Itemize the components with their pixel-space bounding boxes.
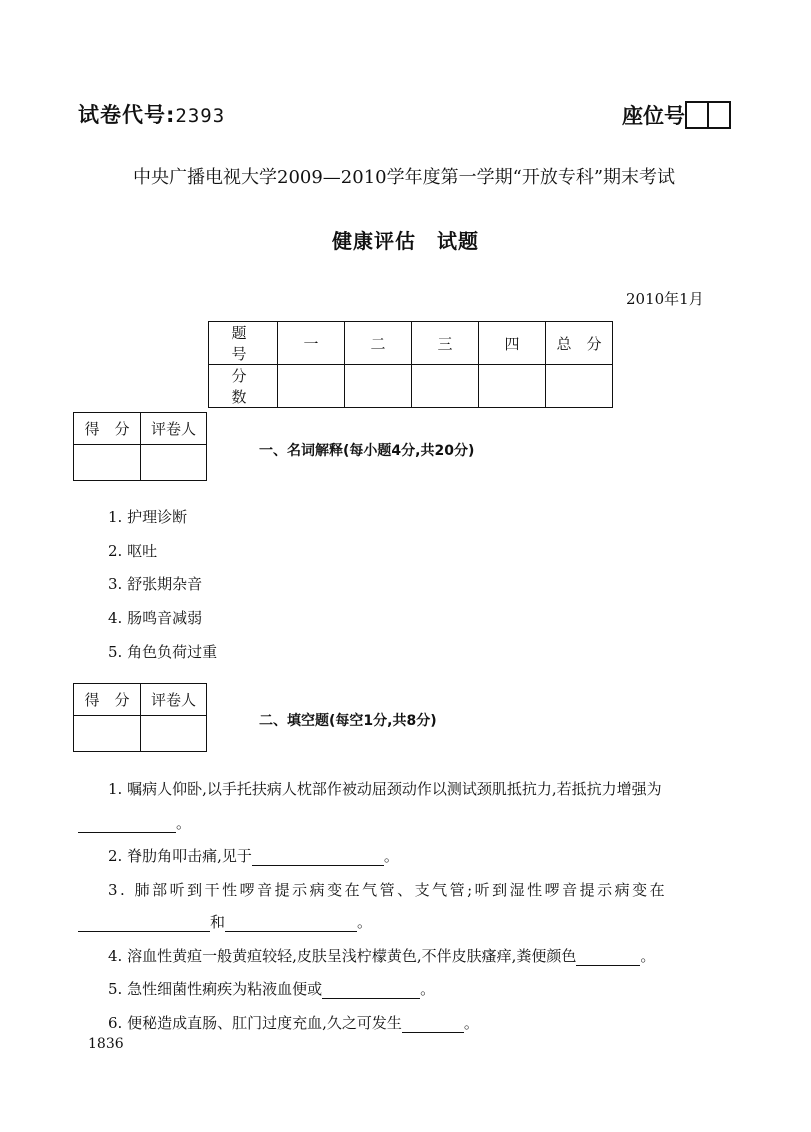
fill-item-4-end: 。	[640, 947, 656, 965]
score-table-col-total: 总 分	[546, 322, 613, 365]
grader-table-section-2	[73, 683, 207, 752]
score-table-col-4: 四	[479, 322, 546, 365]
fill-item-3-line2	[78, 911, 372, 932]
seat-number-label: 座位号	[622, 104, 685, 128]
term-item-4: 4. 肠鸣音减弱	[108, 609, 203, 627]
fill-item-2	[108, 845, 399, 866]
fill-blank[interactable]	[252, 851, 384, 866]
paper-title: 健康评估 试题	[332, 229, 479, 253]
fill-item-2-end: 。	[383, 847, 399, 865]
exam-date: 2010年1月	[626, 290, 704, 308]
fill-blank[interactable]	[402, 1018, 464, 1033]
fill-item-6-end: 。	[463, 1014, 479, 1032]
section-1-heading: 一、名词解释(每小题4分,共20分)	[259, 443, 475, 459]
fill-item-4	[108, 945, 655, 966]
score-cell-1[interactable]	[278, 365, 345, 408]
grader-name-cell[interactable]	[141, 716, 207, 752]
grader-score-cell[interactable]	[74, 716, 141, 752]
score-cell-4[interactable]	[479, 365, 546, 408]
score-cell-2[interactable]	[345, 365, 412, 408]
fill-blank[interactable]	[78, 917, 210, 932]
score-cell-3[interactable]	[412, 365, 479, 408]
fill-item-6-text: 6. 便秘造成直肠、肛门过度充血,久之可发生	[108, 1014, 402, 1032]
fill-blank[interactable]	[322, 984, 420, 999]
grader-name-label: 评卷人	[141, 413, 207, 445]
term-item-5: 5. 角色负荷过重	[108, 643, 218, 661]
score-cell-total[interactable]	[546, 365, 613, 408]
fill-item-3: 3. 肺部听到干性啰音提示病变在气管、支气管;听到湿性啰音提示病变在	[108, 881, 668, 899]
fill-item-1-end: 。	[176, 814, 192, 832]
score-table-row1-label: 题 号	[209, 322, 278, 365]
page-number: 1836	[88, 1036, 124, 1052]
seat-box-2[interactable]	[709, 101, 731, 129]
grader-name-label: 评卷人	[141, 684, 207, 716]
grader-table-section-1	[73, 412, 207, 481]
score-table-col-3: 三	[412, 322, 479, 365]
grader-score-label: 得 分	[74, 413, 141, 445]
fill-blank[interactable]	[225, 917, 357, 932]
fill-blank[interactable]	[576, 951, 640, 966]
fill-item-2-text: 2. 脊肋角叩击痛,见于	[108, 847, 252, 865]
score-table	[208, 321, 613, 408]
exam-code-label: 试卷代号:	[78, 103, 176, 127]
fill-blank[interactable]	[78, 818, 176, 833]
grader-score-label: 得 分	[74, 684, 141, 716]
section-2-heading: 二、填空题(每空1分,共8分)	[259, 713, 437, 729]
fill-item-6	[108, 1012, 479, 1033]
fill-item-5-end: 。	[420, 980, 436, 998]
score-table-score-row	[209, 365, 613, 408]
score-table-row2-label: 分 数	[209, 365, 278, 408]
exam-code-value: 2393	[175, 105, 226, 127]
exam-code	[78, 99, 225, 129]
fill-item-3-mid: 和	[210, 913, 226, 931]
score-table-col-1: 一	[278, 322, 345, 365]
grader-score-cell[interactable]	[74, 445, 141, 481]
term-item-3: 3. 舒张期杂音	[108, 575, 203, 593]
fill-item-3-end: 。	[357, 913, 373, 931]
fill-item-1: 1. 嘱病人仰卧,以手托扶病人枕部作被动屈颈动作以测试颈肌抵抗力,若抵抗力增强为	[108, 780, 662, 798]
fill-item-4-text: 4. 溶血性黄疸一般黄疸较轻,皮肤呈浅柠檬黄色,不伴皮肤瘙痒,粪便颜色	[108, 947, 577, 965]
score-table-header-row	[209, 322, 613, 365]
score-table-col-2: 二	[345, 322, 412, 365]
exam-line: 中央广播电视大学2009—2010学年度第一学期“开放专科”期末考试	[133, 167, 676, 188]
seat-number	[622, 100, 731, 130]
fill-item-1-line2	[78, 812, 191, 833]
grader-name-cell[interactable]	[141, 445, 207, 481]
term-item-1: 1. 护理诊断	[108, 508, 188, 526]
fill-item-5-text: 5. 急性细菌性痢疾为粘液血便或	[108, 980, 323, 998]
term-item-2: 2. 呕吐	[108, 542, 158, 560]
seat-box-1[interactable]	[685, 101, 709, 129]
fill-item-5	[108, 978, 435, 999]
